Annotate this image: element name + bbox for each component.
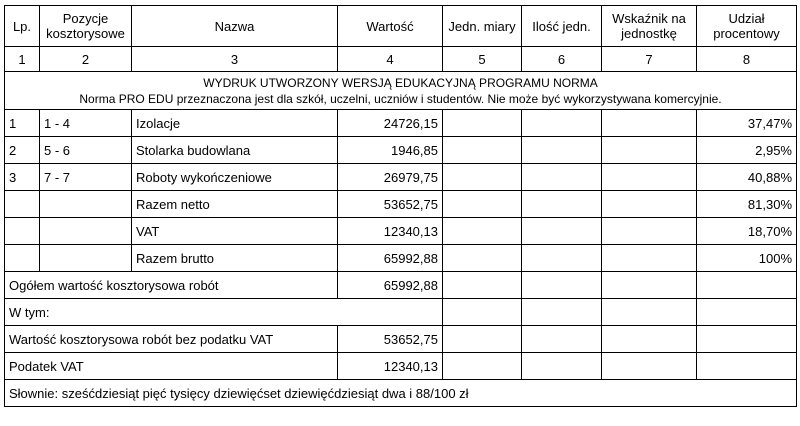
cell-udzial: 2,95% xyxy=(697,137,797,164)
header-wskaznik-line1: Wskaźnik na xyxy=(612,11,686,26)
header-udzial-line2: procentowy xyxy=(713,26,780,41)
cell-ilosc-jedn xyxy=(522,326,602,353)
cell-udzial xyxy=(697,272,797,299)
cell-wskaznik xyxy=(602,110,697,137)
cell-lp xyxy=(5,191,40,218)
summary-row-ogolem xyxy=(5,272,797,299)
cell-ilosc-jedn xyxy=(522,218,602,245)
header-ilosc-jedn: Ilość jedn. xyxy=(522,6,602,47)
cell-wskaznik xyxy=(602,299,697,326)
cell-wskaznik xyxy=(602,164,697,191)
cell-wartosc: 65992,88 xyxy=(338,245,443,272)
w-tym-label: W tym: xyxy=(5,299,443,326)
header-jedn-miary: Jedn. miary xyxy=(443,6,522,47)
cell-jedn-miary xyxy=(443,137,522,164)
cell-ilosc-jedn xyxy=(522,272,602,299)
cost-estimate-table xyxy=(4,5,797,407)
table-row xyxy=(5,110,797,137)
table-row xyxy=(5,164,797,191)
cell-udzial xyxy=(697,299,797,326)
cell-ilosc-jedn xyxy=(522,164,602,191)
podatek-label: Podatek VAT xyxy=(5,353,338,380)
cell-wskaznik xyxy=(602,137,697,164)
cell-pozycje: 5 - 6 xyxy=(40,137,132,164)
cell-udzial xyxy=(697,326,797,353)
edu-notice-row xyxy=(5,72,797,110)
summary-row-bez-vat xyxy=(5,326,797,353)
cell-ilosc-jedn xyxy=(522,353,602,380)
cell-udzial xyxy=(697,353,797,380)
cell-lp xyxy=(5,245,40,272)
header-pozycje xyxy=(40,6,132,47)
cell-jedn-miary xyxy=(443,218,522,245)
cell-wartosc: 24726,15 xyxy=(338,110,443,137)
ogolem-label: Ogółem wartość kosztorysowa robót xyxy=(5,272,338,299)
summary-row-podatek xyxy=(5,353,797,380)
edu-notice xyxy=(5,72,797,110)
cell-ilosc-jedn xyxy=(522,191,602,218)
column-number: 5 xyxy=(443,47,522,72)
cell-pozycje xyxy=(40,218,132,245)
cell-jedn-miary xyxy=(443,353,522,380)
slownie-text: Słownie: sześćdziesiąt pięć tysięcy dziewięćset dziewięćdziesiąt dwa i 88/100 zł xyxy=(5,380,797,407)
header-pozycje-line1: Pozycje xyxy=(62,11,109,26)
cell-nazwa: Izolacje xyxy=(132,110,338,137)
summary-row-w-tym xyxy=(5,299,797,326)
cell-jedn-miary xyxy=(443,299,522,326)
cell-nazwa: Razem netto xyxy=(132,191,338,218)
cell-nazwa: Stolarka budowlana xyxy=(132,137,338,164)
cell-nazwa: VAT xyxy=(132,218,338,245)
header-nazwa: Nazwa xyxy=(132,6,338,47)
column-number: 4 xyxy=(338,47,443,72)
total-row xyxy=(5,245,797,272)
cell-wskaznik xyxy=(602,218,697,245)
cell-ilosc-jedn xyxy=(522,110,602,137)
summary-row-slownie xyxy=(5,380,797,407)
cell-lp: 3 xyxy=(5,164,40,191)
cell-jedn-miary xyxy=(443,164,522,191)
cell-pozycje: 7 - 7 xyxy=(40,164,132,191)
cell-lp: 1 xyxy=(5,110,40,137)
total-row xyxy=(5,191,797,218)
cell-wartosc: 12340,13 xyxy=(338,218,443,245)
column-number: 8 xyxy=(697,47,797,72)
cell-pozycje: 1 - 4 xyxy=(40,110,132,137)
cell-nazwa: Roboty wykończeniowe xyxy=(132,164,338,191)
cell-jedn-miary xyxy=(443,272,522,299)
cell-wartosc: 26979,75 xyxy=(338,164,443,191)
cell-jedn-miary xyxy=(443,110,522,137)
cell-jedn-miary xyxy=(443,245,522,272)
header-wskaznik xyxy=(602,6,697,47)
cell-jedn-miary xyxy=(443,326,522,353)
cell-wskaznik xyxy=(602,272,697,299)
header-row xyxy=(5,6,797,47)
cell-udzial: 40,88% xyxy=(697,164,797,191)
cell-lp: 2 xyxy=(5,137,40,164)
column-number: 2 xyxy=(40,47,132,72)
cell-jedn-miary xyxy=(443,191,522,218)
cell-udzial: 100% xyxy=(697,245,797,272)
cell-nazwa: Razem brutto xyxy=(132,245,338,272)
bez-vat-value: 53652,75 xyxy=(338,326,443,353)
column-number-row xyxy=(5,47,797,72)
table-row xyxy=(5,137,797,164)
cell-wartosc: 53652,75 xyxy=(338,191,443,218)
cell-lp xyxy=(5,218,40,245)
column-number: 7 xyxy=(602,47,697,72)
cell-wskaznik xyxy=(602,353,697,380)
header-udzial-line1: Udział xyxy=(728,11,765,26)
cell-udzial: 18,70% xyxy=(697,218,797,245)
column-number: 3 xyxy=(132,47,338,72)
cell-udzial: 81,30% xyxy=(697,191,797,218)
column-number: 1 xyxy=(5,47,40,72)
column-number: 6 xyxy=(522,47,602,72)
cell-wskaznik xyxy=(602,191,697,218)
cell-wskaznik xyxy=(602,245,697,272)
header-pozycje-line2: kosztorysowe xyxy=(46,26,125,41)
cell-pozycje xyxy=(40,191,132,218)
podatek-value: 12340,13 xyxy=(338,353,443,380)
header-lp: Lp. xyxy=(5,6,40,47)
cell-wartosc: 1946,85 xyxy=(338,137,443,164)
header-wartosc: Wartość xyxy=(338,6,443,47)
header-udzial xyxy=(697,6,797,47)
cell-udzial: 37,47% xyxy=(697,110,797,137)
cell-ilosc-jedn xyxy=(522,299,602,326)
edu-notice-line1: WYDRUK UTWORZONY WERSJĄ EDUKACYJNĄ PROGRAMU NORMA xyxy=(203,75,598,90)
cell-ilosc-jedn xyxy=(522,137,602,164)
ogolem-value: 65992,88 xyxy=(338,272,443,299)
bez-vat-label: Wartość kosztorysowa robót bez podatku VAT xyxy=(5,326,338,353)
cell-wskaznik xyxy=(602,326,697,353)
cell-ilosc-jedn xyxy=(522,245,602,272)
cell-pozycje xyxy=(40,245,132,272)
header-wskaznik-line2: jednostkę xyxy=(621,26,677,41)
edu-notice-line2: Norma PRO EDU przeznaczona jest dla szkół, uczelni, uczniów i studentów. Nie może być wykorzystywana komercyjnie. xyxy=(79,91,722,106)
total-row xyxy=(5,218,797,245)
